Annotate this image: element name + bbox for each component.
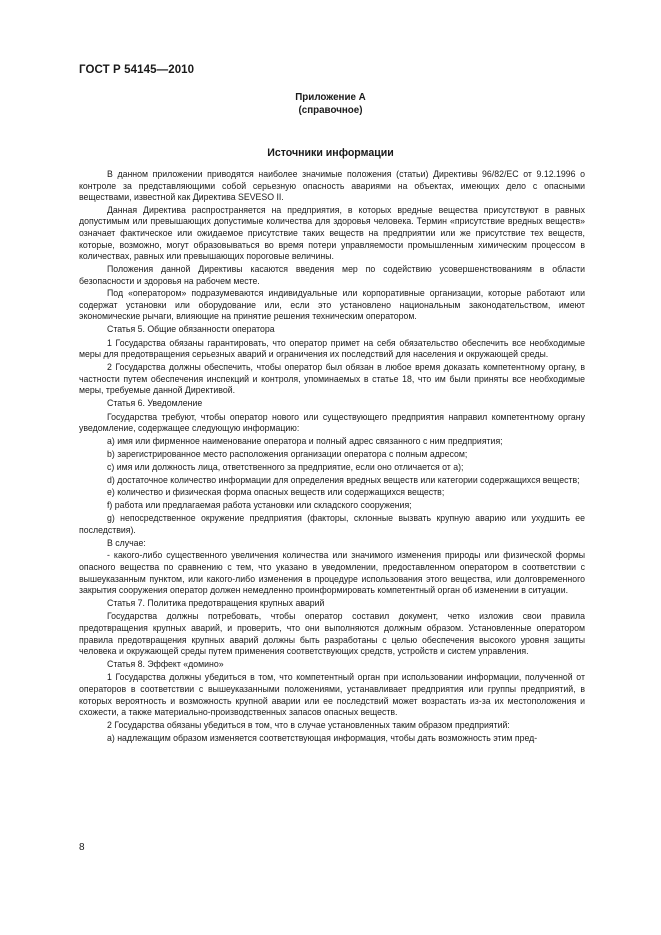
- paragraph: Государства должны потребовать, чтобы оператор составил документ, четко изложив свои правила предотвращения крупных аварий, и проверить, что они выполняются должным образом. Установленные оператором правила предотвращения крупных аварий должны быть разработаны с целью обеспечения высокого уровня защиты человека и окружающей среды путем применения соответствующих средств, устройств и систем управления.: [79, 611, 585, 657]
- article-heading: Статья 8. Эффект «домино»: [107, 658, 224, 669]
- paragraph: 1 Государства обязаны гарантировать, что оператор примет на себя обязательство обеспечить все необходимые меры для предотвращения серьезных аварий и ограничения их последствий для населения и окружающей среды.: [79, 337, 585, 360]
- section-title: Источники информации: [267, 147, 394, 159]
- paragraph: В данном приложении приводятся наиболее значимые положения (статьи) Директивы 96/82/ЕС от 9.12.1996 о контроле за представляющими собой серьезную опасность авариями на объектах, имеющих дело с опасными веществами, известной как Директива SEVESO II.: [79, 169, 585, 203]
- paragraph: Под «оператором» подразумеваются индивидуальные или корпоративные организации, которые работают или содержат установки или оборудование или, если это установлено национальным законодательством, имеют экономические рычаги, влияющие на принятие решения техническим оператором.: [79, 288, 585, 322]
- standard-header: ГОСТ Р 54145—2010: [79, 64, 195, 76]
- appendix-title: Приложение А: [295, 92, 366, 103]
- paragraph: - какого-либо существенного увеличения количества или значимого изменения природы или физической формы опасного вещества по сравнению с тем, что указано в уведомлении, предоставленном оператором в соответствии с вышеуказанным пунктом, или какого-либо изменения в процедуре использования этого вещества, или долговременного закрытия сооружения оператор должен немедленно проинформировать компетентный орган об изменении в ситуации.: [79, 550, 585, 596]
- article-heading: Статья 7. Политика предотвращения крупных аварий: [107, 597, 325, 608]
- paragraph: b) зарегистрированное место расположения организации оператора с полным адресом;: [107, 448, 468, 459]
- paragraph: В случае:: [107, 537, 146, 548]
- paragraph: 2 Государства должны обеспечить, чтобы оператор был обязан в любое время доказать компетентному органу, в частности путем обеспечения инспекций и контроля, упоминаемых в статье 18, что им были приняты все необходимые меры, требуемые данной Директивой.: [79, 362, 585, 396]
- document-body: [79, 169, 585, 746]
- paragraph: а) надлежащим образом изменяется соответствующая информация, чтобы дать возможность этим пред-: [107, 732, 538, 743]
- article-heading: Статья 6. Уведомление: [107, 398, 203, 409]
- paragraph: а) имя или фирменное наименование оператора и полный адрес связанного с ним предприятия;: [107, 436, 503, 447]
- paragraph: Государства требуют, чтобы оператор нового или существующего предприятия направил компетентному органу уведомление, содержащее следующую информацию:: [79, 411, 585, 434]
- paragraph: 2 Государства обязаны убедиться в том, что в случае установленных таким образом предприятий:: [107, 719, 510, 730]
- paragraph: Положения данной Директивы касаются введения мер по содействию усовершенствованиям в области безопасности и здоровья на рабочем месте.: [79, 263, 585, 286]
- paragraph: Данная Директива распространяется на предприятия, в которых вредные вещества присутствуют в равных допустимым или превышающих допустимые количества для здоровья человека. Термин «присутствие вредных веществ» означает фактическое или ожидаемое присутствие таких веществ на предприятии или же присутствие тех веществ, которые, возможно, могут образовываться во время потери управляемости промышленным химическим процессом в количествах, равных или превышающих пороговые величины.: [79, 204, 585, 262]
- paragraph: d) достаточное количество информации для определения вредных веществ или категории содержащихся веществ;: [107, 474, 580, 485]
- paragraph: с) имя или должность лица, ответственного за предприятие, если оно отличается от а);: [107, 461, 464, 472]
- paragraph: g) непосредственное окружение предприятия (факторы, склонные вызвать крупную аварию или ухудшить ее последствия).: [79, 513, 585, 535]
- article-heading: Статья 5. Общие обязанности оператора: [107, 324, 275, 335]
- page-number: 8: [79, 842, 85, 853]
- appendix-subtitle: (справочное): [298, 105, 363, 116]
- paragraph: f) работа или предлагаемая работа установки или складского сооружения;: [107, 500, 412, 511]
- paragraph: 1 Государства должны убедиться в том, что компетентный орган при использовании информации, полученной от операторов в соответствии с вышеуказанными положениями, устанавливает предприятия или группы предприятий, в которых вероятность и возможность крупной аварии или ее последствий может возрастать из-за их местоположения и схожести, а также материально-производственных запасов опасных веществ.: [79, 672, 585, 718]
- paragraph: e) количество и физическая форма опасных веществ или содержащихся веществ;: [107, 487, 445, 498]
